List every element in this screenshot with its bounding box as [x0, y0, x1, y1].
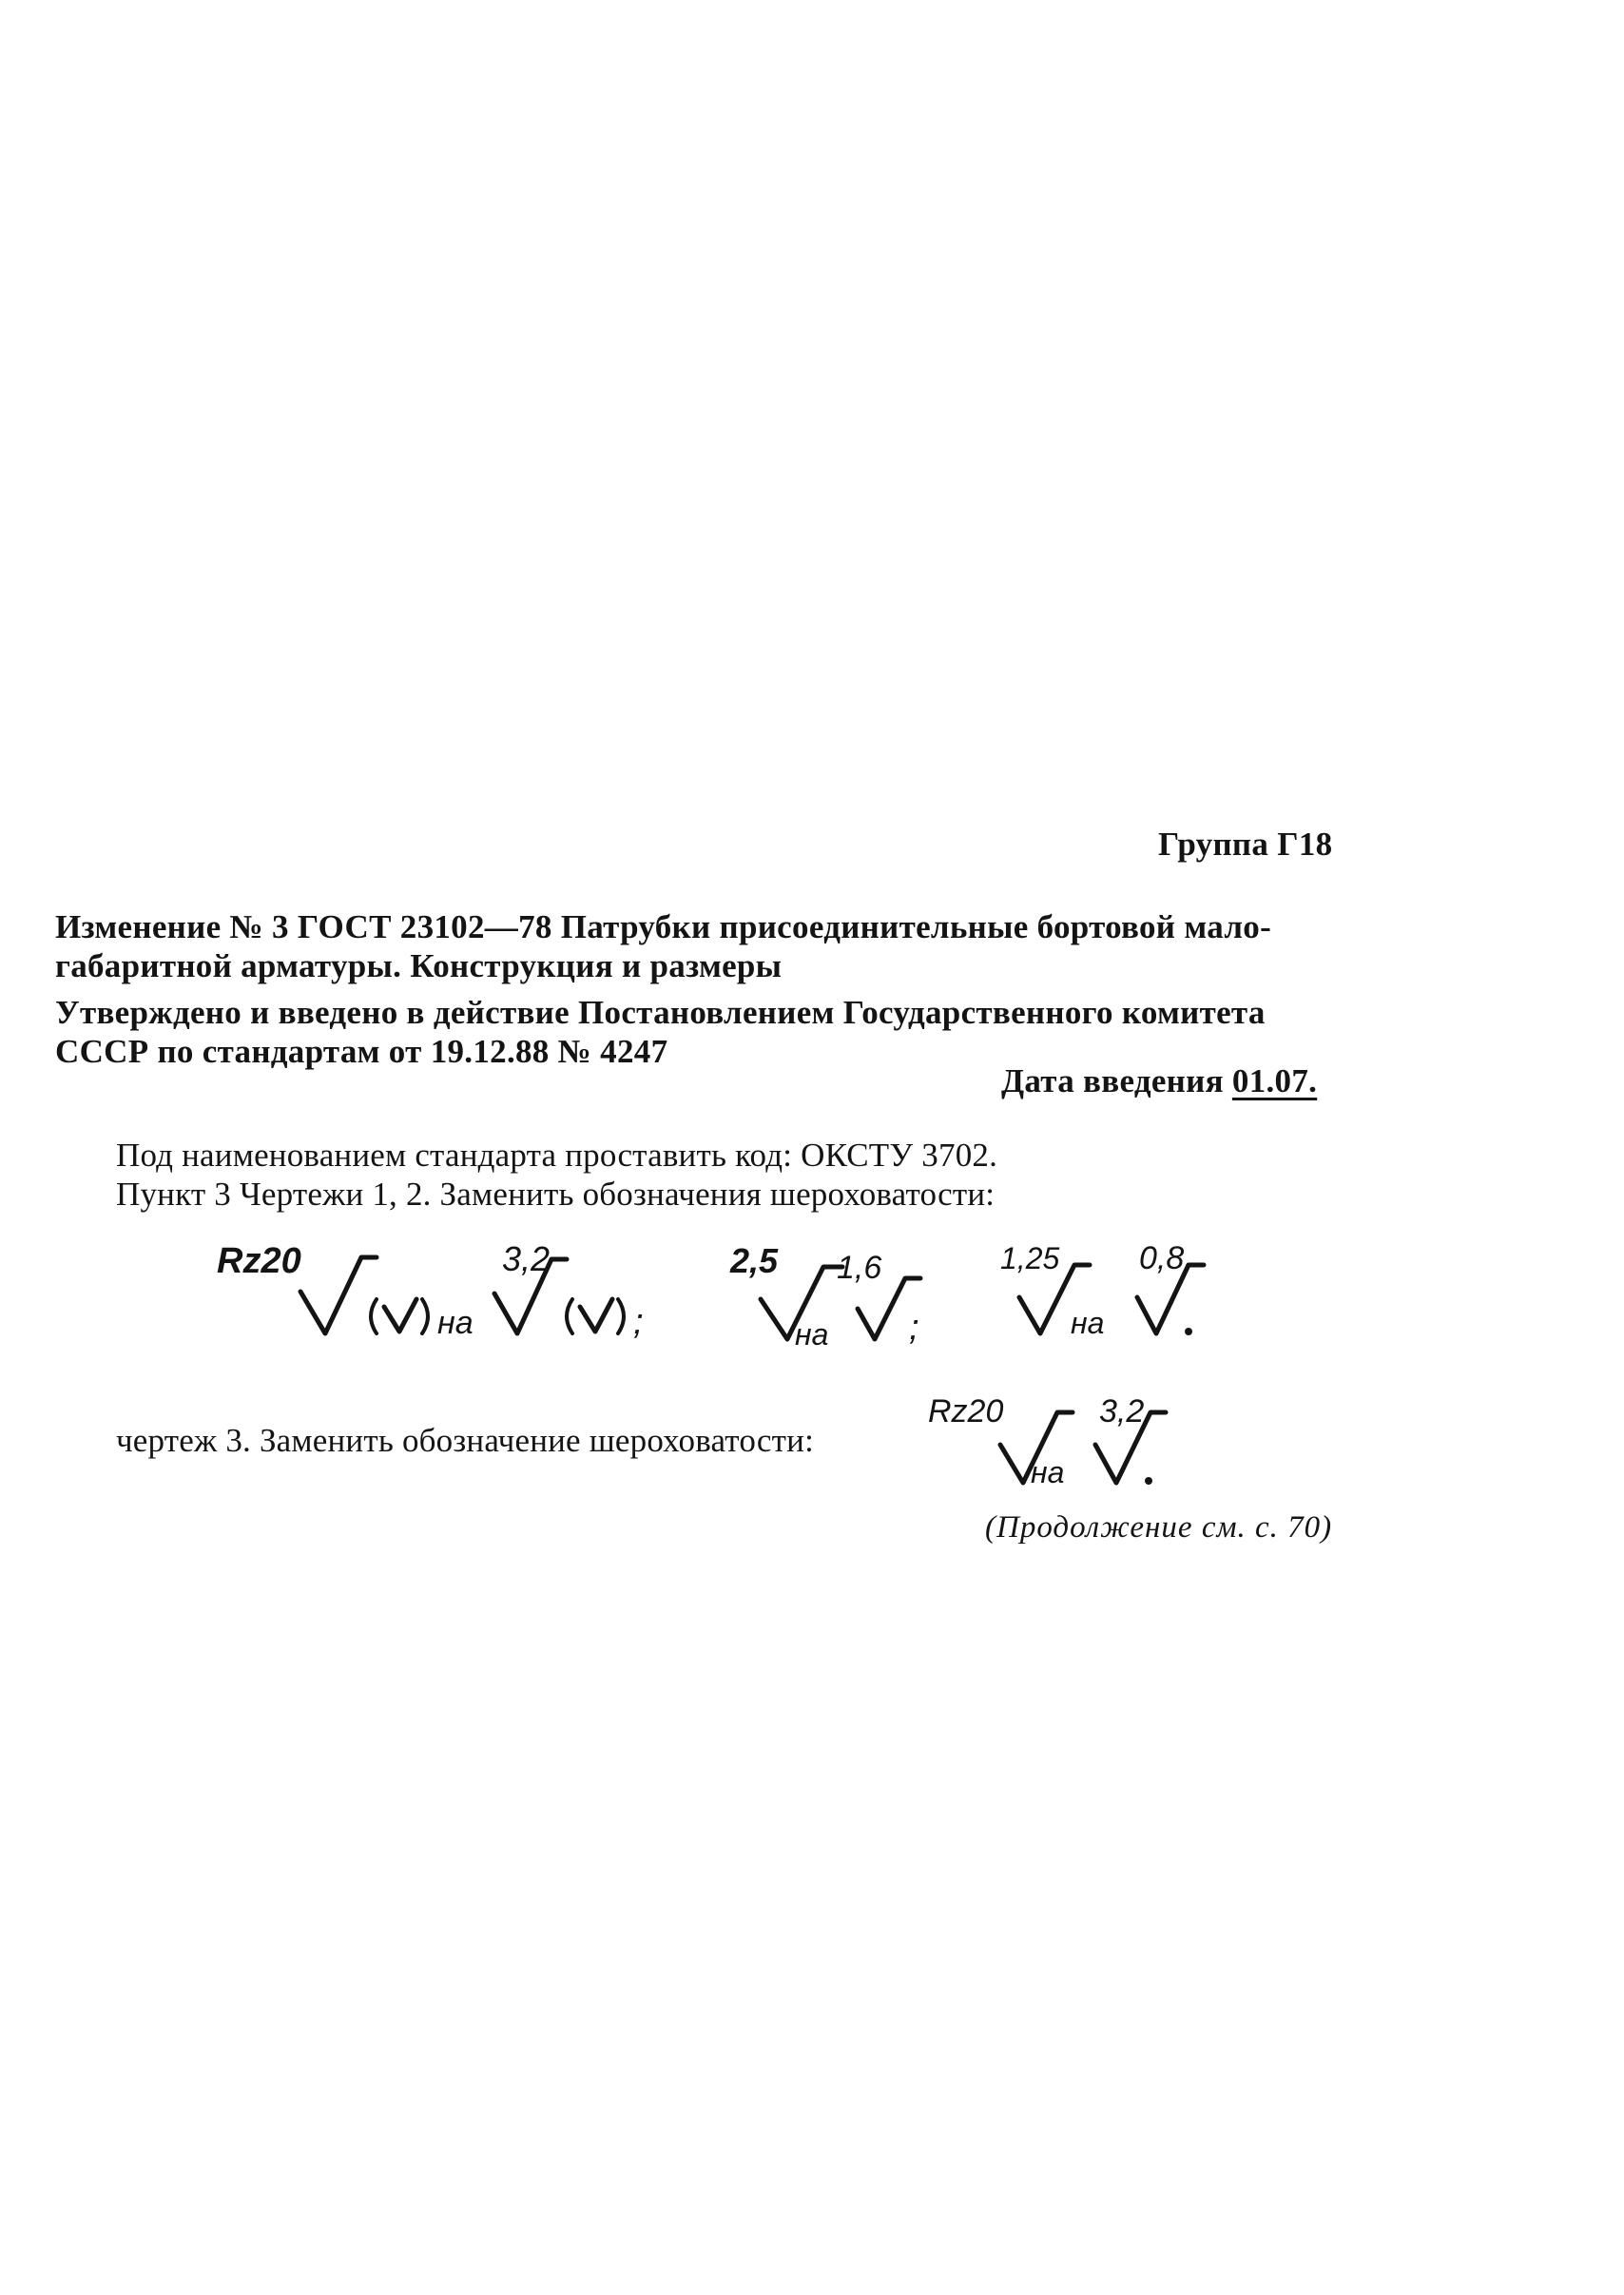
approval-line1: Утверждено и введено в действие Постановлением Государственного комитета	[55, 994, 1266, 1031]
roughness-replacement-drawing-3	[913, 1384, 1198, 1498]
body-line-drawing-3: чертеж 3. Заменить обозначение шероховатости:	[116, 1422, 815, 1459]
introduction-date-value: 01.07.	[1231, 1062, 1318, 1099]
word-na: на	[437, 1305, 474, 1341]
paren-open-icon	[371, 1299, 377, 1333]
roughness-value-0-8: 0,8	[1139, 1240, 1185, 1276]
paren-open-icon	[567, 1299, 572, 1333]
semicolon: ;	[909, 1308, 919, 1348]
semicolon: ;	[633, 1302, 644, 1342]
roughness-value-1-6: 1,6	[837, 1250, 882, 1286]
word-na: на	[1071, 1306, 1105, 1340]
body-line-okstu: Под наименованием стандарта проставить код: ОКСТУ 3702.	[116, 1137, 998, 1174]
roughness-check-icon	[580, 1299, 612, 1332]
word-na: на	[1031, 1455, 1065, 1489]
roughness-value-3-2: 3,2	[502, 1239, 551, 1278]
continuation-note: (Продолжение см. с. 70)	[985, 1510, 1333, 1545]
amendment-title-line2: габаритной арматуры. Конструкция и размеры	[55, 947, 783, 984]
introduction-date	[1001, 1062, 1317, 1100]
body-line-drawings-1-2: Пункт 3 Чертежи 1, 2. Заменить обозначения шероховатости:	[116, 1176, 996, 1213]
word-na: на	[795, 1317, 829, 1352]
approval-line2: СССР по стандартам от 19.12.88 № 4247	[55, 1033, 668, 1070]
amendment-title-line1: Изменение № 3 ГОСТ 23102—78 Патрубки присоединительные бортовой мало-	[55, 908, 1272, 945]
group-label: Группа Г18	[1158, 826, 1333, 863]
paren-close-icon	[422, 1299, 428, 1333]
roughness-check-icon	[300, 1257, 377, 1333]
period-dot	[1145, 1477, 1152, 1485]
roughness-value-rz20: Rz20	[928, 1393, 1004, 1430]
roughness-check-icon	[384, 1299, 416, 1332]
paren-close-icon	[618, 1299, 624, 1333]
roughness-value-3-2: 3,2	[1099, 1393, 1145, 1430]
roughness-replacements-drawings-1-2	[209, 1227, 1312, 1360]
roughness-value-1-25: 1,25	[1000, 1241, 1060, 1275]
period-dot	[1185, 1328, 1192, 1335]
roughness-value-2-5: 2,5	[730, 1241, 779, 1280]
roughness-value-rz20: Rz20	[217, 1241, 301, 1281]
introduction-date-label: Дата введения	[1001, 1062, 1224, 1099]
